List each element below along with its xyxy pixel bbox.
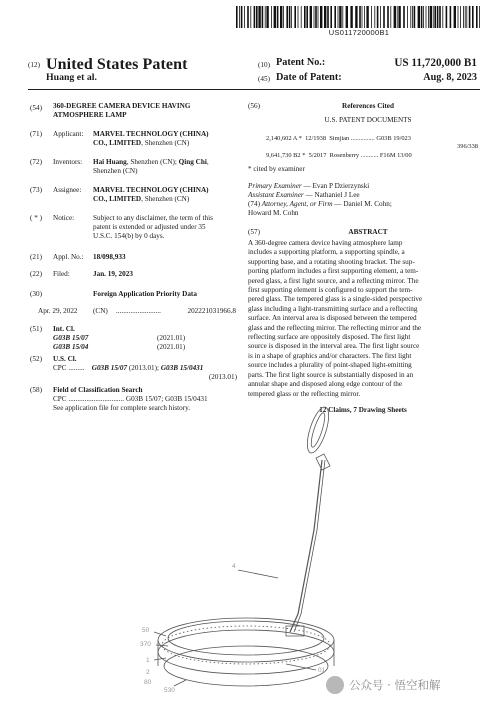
barcode-bar	[397, 6, 398, 28]
int-cl-1: G03B 15/07	[53, 334, 89, 342]
barcode-bar	[274, 6, 276, 28]
notice-line1: Subject to any disclaimer, the term of this	[93, 214, 213, 222]
code-73: (73)	[30, 186, 42, 194]
applicant-location: , Shenzhen (CN)	[141, 139, 190, 147]
abstract-line: parts. The first light source is substantially disposed in an	[248, 370, 414, 379]
drawing-leader-4	[238, 570, 278, 578]
barcode-bar	[338, 6, 339, 28]
barcode-bar	[394, 6, 396, 28]
reference-2	[266, 152, 412, 159]
drawing-label-80: 80	[144, 679, 152, 686]
applicant-company: CO., LIMITED	[93, 139, 142, 147]
barcode-bar	[244, 6, 245, 28]
barcode-bar	[324, 6, 326, 28]
ref-1-class: G03B 19/023	[376, 135, 411, 142]
code-56: (56)	[248, 102, 260, 110]
barcode-bar	[236, 6, 238, 28]
patent-number: US 11,720,000 B1	[394, 57, 477, 69]
cpc-class-2: G03B 15/0431	[160, 364, 204, 372]
search-cpc-dots: ...............................	[68, 395, 125, 403]
priority-country: (CN)	[93, 307, 108, 315]
references-title: References Cited	[342, 102, 394, 110]
watermark	[326, 672, 486, 698]
barcode	[236, 6, 482, 28]
abstract-line: A 360-degree camera device having atmosphere lamp	[248, 239, 403, 247]
code-45: (45)	[258, 75, 270, 83]
drawing-label-1: 1	[146, 657, 150, 664]
code-54: (54)	[30, 104, 42, 112]
code-notice: ( * )	[30, 214, 42, 222]
barcode-bar	[479, 6, 480, 28]
abstract-line: glass including a light-transmitting surface and a reflecting	[248, 304, 418, 313]
barcode-bar	[454, 6, 456, 28]
inventor-2: Qing Chi	[178, 158, 207, 166]
attorney-name-2: Howard M. Cohn	[248, 209, 299, 217]
abstract-line: is in a shape of graphics and/or characters. The first light	[248, 351, 412, 360]
barcode-bar	[291, 6, 292, 28]
ref-2-star: *	[302, 152, 306, 159]
barcode-bar	[366, 6, 368, 28]
assignee-location: , Shenzhen (CN)	[141, 195, 190, 203]
abstract-line: includes a supporting platform, a supporting spindle, a	[248, 248, 405, 257]
assignee-label: Assignee:	[53, 186, 82, 194]
inventors-short: Huang et al.	[46, 72, 97, 83]
abstract-line: source is disposed in the interval area. The first light source	[248, 342, 420, 351]
barcode-bar	[318, 6, 319, 28]
ref-1-inventor: Simjian	[329, 135, 350, 142]
barcode-bar	[306, 6, 308, 28]
barcode-bar	[265, 6, 266, 28]
ref-1-dots: ...............	[350, 135, 375, 142]
barcode-bar	[350, 6, 352, 28]
applicant-line2	[93, 139, 189, 148]
barcode-bar	[364, 6, 365, 28]
attorney	[248, 200, 392, 209]
code-71: (71)	[30, 130, 42, 138]
ref-1-class-2: 396/338	[457, 143, 478, 150]
appl-no-label: Appl. No.:	[53, 253, 84, 261]
barcode-bar	[294, 6, 296, 28]
barcode-bar	[442, 6, 443, 28]
barcode-bar	[239, 6, 240, 28]
cpc-line	[53, 364, 203, 373]
barcode-bar	[304, 6, 306, 28]
primary-examiner-name: — Evan P Dzierzynski	[301, 182, 370, 190]
barcode-bar	[362, 6, 363, 28]
barcode-bar	[339, 6, 341, 28]
cpc-label: CPC	[53, 364, 67, 372]
ref-2-class: F16M 13/00	[379, 152, 412, 159]
date-label: Date of Patent:	[276, 72, 342, 83]
drawing-label-4: 4	[232, 563, 236, 570]
attorney-name: — Daniel M. Cohn;	[332, 200, 392, 208]
barcode-bar	[327, 6, 329, 28]
code-51: (51)	[30, 325, 42, 333]
barcode-bar	[426, 6, 427, 28]
barcode-bar	[256, 6, 258, 28]
search-cpc-values: G03B 15/07; G03B 15/0431	[125, 395, 208, 403]
int-cl-2-date: (2021.01)	[157, 343, 186, 351]
drawing-light-dots	[162, 626, 330, 664]
code-58: (58)	[30, 386, 42, 394]
ref-1-star: *	[298, 135, 302, 142]
drawing-phone-holder	[316, 454, 330, 470]
abstract-line: reflecting surface are oppositely disposed. The first light	[248, 333, 411, 342]
barcode-bar	[458, 6, 459, 28]
barcode-bar	[421, 6, 423, 28]
barcode-bar	[387, 6, 389, 28]
priority-title: Foreign Application Priority Data	[93, 290, 197, 298]
barcode-bar	[283, 6, 284, 28]
drawing-ring-light-inner	[309, 412, 328, 449]
code-30: (30)	[30, 290, 42, 298]
barcode-bar	[280, 6, 282, 28]
barcode-bar	[258, 6, 260, 28]
barcode-bar	[289, 6, 291, 28]
search-history-note: See application file for complete search history.	[53, 404, 191, 412]
ref-2-inventor: Rosenberry	[329, 152, 360, 159]
abstract-line: source includes a plurality of point-shaped light-emitting	[248, 361, 412, 370]
inventors-line1	[93, 158, 209, 167]
barcode-bar	[330, 6, 332, 28]
barcode-bar	[410, 6, 411, 28]
code-74: (74)	[248, 200, 262, 208]
us-patent-documents-heading: U.S. PATENT DOCUMENTS	[324, 116, 412, 124]
int-cl-1-date: (2021.01)	[157, 334, 186, 342]
barcode-bar	[465, 6, 466, 28]
priority-number: 202221031966.8	[187, 307, 236, 315]
barcode-bar	[262, 6, 264, 28]
barcode-bar	[271, 6, 272, 28]
barcode-bar	[423, 6, 424, 28]
reference-1	[266, 135, 411, 142]
barcode-bar	[398, 6, 400, 28]
notice-label: Notice:	[53, 214, 75, 222]
us-cl-label: U.S. Cl.	[53, 355, 77, 363]
barcode-bar	[466, 6, 467, 28]
barcode-bar	[469, 6, 471, 28]
barcode-bar	[412, 6, 413, 28]
barcode-bar	[334, 6, 336, 28]
barcode-bar	[463, 6, 464, 28]
drawing-label-01: 01	[318, 667, 326, 674]
applicant-line1: MARVEL TECHNOLOGY (CHINA)	[93, 130, 209, 138]
abstract-line: surface. An interval area is disposed between the tempered	[248, 314, 417, 323]
search-cpc-label: CPC	[53, 395, 67, 403]
drawing-support-arm-edge	[294, 460, 325, 632]
drawing-support-arm	[290, 460, 322, 632]
patent-type-title: United States Patent	[46, 56, 188, 73]
assistant-examiner-label: Assistant Examiner	[248, 191, 304, 199]
abstract-body	[248, 239, 478, 399]
barcode-bar	[476, 6, 478, 28]
cpc-class-2-date: (2013.01)	[208, 373, 237, 381]
drawing-leader-530	[174, 680, 186, 686]
drawing-ring-light	[303, 405, 333, 456]
ref-2-number: 9,641,730 B2	[266, 152, 301, 159]
barcode-bar	[439, 6, 441, 28]
filed-label: Filed:	[53, 270, 70, 278]
abstract-line: pered glass, a first light source, and a reflecting mirror. The	[248, 276, 419, 285]
barcode-bar	[286, 6, 288, 28]
barcode-bar	[428, 6, 429, 28]
abstract-line: supporting base, and a rotating shooting bracket. The sup-	[248, 257, 415, 266]
patent-number-label: Patent No.:	[276, 57, 326, 68]
barcode-bar	[472, 6, 474, 28]
assistant-examiner	[248, 191, 360, 200]
barcode-bar	[346, 6, 348, 28]
abstract-title: ABSTRACT	[348, 228, 388, 236]
drawing-base-ring-top	[158, 618, 334, 662]
barcode-bar	[371, 6, 372, 28]
barcode-bar	[430, 6, 432, 28]
assistant-examiner-name: — Nathaniel J Lee	[303, 191, 360, 199]
drawing-base-ring-mid	[158, 630, 334, 674]
barcode-bar	[460, 6, 461, 28]
barcode-bar	[266, 6, 268, 28]
code-12: (12)	[28, 61, 40, 69]
filed-date: Jan. 19, 2023	[93, 270, 133, 278]
barcode-bar	[414, 6, 416, 28]
drawing-label-370: 370	[140, 641, 151, 648]
int-cl-label: Int. Cl.	[53, 325, 75, 333]
barcode-bar	[407, 6, 408, 28]
notice-line2: patent is extended or adjusted under 35	[93, 223, 206, 231]
abstract-line: first supporting element is configured to support the tem-	[248, 286, 413, 295]
appl-no: 18/098,933	[93, 253, 126, 261]
ref-1-date: 12/1938	[305, 135, 327, 142]
code-72: (72)	[30, 158, 42, 166]
abstract-line: pered glass. The tempered glass is a single-sided perspective	[248, 295, 423, 304]
barcode-bar	[383, 6, 385, 28]
search-field-label: Field of Classification Search	[53, 386, 143, 394]
barcode-bar	[315, 6, 317, 28]
cpc-dots: .........	[68, 364, 85, 372]
inventors-label: Inventors:	[53, 158, 83, 166]
barcode-bar	[437, 6, 439, 28]
abstract-line: annular shape and disposed along edge contour of the	[248, 380, 403, 389]
header-rule	[28, 89, 480, 90]
barcode-bar	[374, 6, 375, 28]
drawing-label-2: 2	[146, 669, 150, 676]
patent-date: Aug. 8, 2023	[423, 72, 477, 83]
invention-title-line2: ATMOSPHERE LAMP	[53, 111, 127, 119]
priority-date: Apr. 29, 2022	[38, 307, 78, 315]
primary-examiner-label: Primary Examiner	[248, 182, 302, 190]
drawing-leader-1	[154, 658, 166, 660]
applicant-label: Applicant:	[53, 130, 84, 138]
barcode-bar	[359, 6, 361, 28]
drawing-label-50: 50	[142, 627, 150, 634]
code-21: (21)	[30, 253, 42, 261]
barcode-bar	[355, 6, 357, 28]
assignee-line2	[93, 195, 189, 204]
ref-2-date: 5/2017	[308, 152, 327, 159]
barcode-bar	[320, 6, 322, 28]
assignee-line1: MARVEL TECHNOLOGY (CHINA)	[93, 186, 209, 194]
drawing-label-530: 530	[164, 687, 175, 694]
barcode-bar	[377, 6, 379, 28]
barcode-bar	[310, 6, 312, 28]
ref-1-number: 2,140,602 A	[266, 135, 298, 142]
barcode-bar	[254, 6, 256, 28]
barcode-bar	[433, 6, 434, 28]
barcode-bar	[434, 6, 436, 28]
barcode-bar	[418, 6, 420, 28]
barcode-bar	[314, 6, 315, 28]
inventor-1-location: , Shenzhen (CN);	[126, 158, 179, 166]
code-22: (22)	[30, 270, 42, 278]
barcode-bar	[342, 6, 343, 28]
code-10: (10)	[258, 61, 270, 69]
cpc-class-1: G03B 15/07	[91, 364, 128, 372]
barcode-bar	[298, 6, 299, 28]
barcode-bar	[247, 6, 249, 28]
cpc-class-1-date: (2013.01);	[127, 364, 161, 372]
drawing-base-ring-bottom	[164, 646, 328, 686]
inventor-1: Hai Huang	[93, 158, 127, 166]
barcode-bar	[403, 6, 405, 28]
barcode-bar	[450, 6, 452, 28]
barcode-bar	[380, 6, 381, 28]
int-cl-2: G03B 15/04	[53, 343, 89, 351]
claims-drawings-count: 12 Claims, 7 Drawing Sheets	[319, 406, 407, 414]
wechat-logo-icon	[326, 676, 344, 694]
barcode-bar	[250, 6, 251, 28]
barcode-bar	[241, 6, 243, 28]
inventor-2-location: ,	[206, 158, 209, 166]
attorney-label: Attorney, Agent, or Firm	[261, 200, 333, 208]
notice-line3: U.S.C. 154(b) by 0 days.	[93, 232, 165, 240]
inventors-line2: Shenzhen (CN)	[93, 167, 138, 175]
priority-dots: .........................	[116, 307, 161, 315]
barcode-number: US011720000B1	[328, 28, 390, 37]
primary-examiner	[248, 182, 369, 191]
code-52: (52)	[30, 355, 42, 363]
device-drawing	[138, 400, 484, 702]
barcode-bar	[301, 6, 302, 28]
cited-by-examiner: * cited by examiner	[248, 165, 305, 173]
invention-title-line1: 360-DEGREE CAMERA DEVICE HAVING	[53, 102, 191, 110]
assignee-company: CO., LIMITED	[93, 195, 142, 203]
abstract-line: porting platform includes a first supporting element, a tem-	[248, 267, 419, 276]
code-57: (57)	[248, 228, 260, 236]
abstract-line: glass and the reflecting mirror. The reflecting mirror and the	[248, 323, 422, 332]
watermark-text: 公众号 · 悟空和解	[349, 678, 441, 692]
barcode-bar	[277, 6, 279, 28]
ref-2-dots: ...........	[360, 152, 379, 159]
barcode-bar	[446, 6, 448, 28]
abstract-line: tempered glass or the reflecting mirror.	[248, 389, 361, 398]
barcode-bar	[390, 6, 391, 28]
